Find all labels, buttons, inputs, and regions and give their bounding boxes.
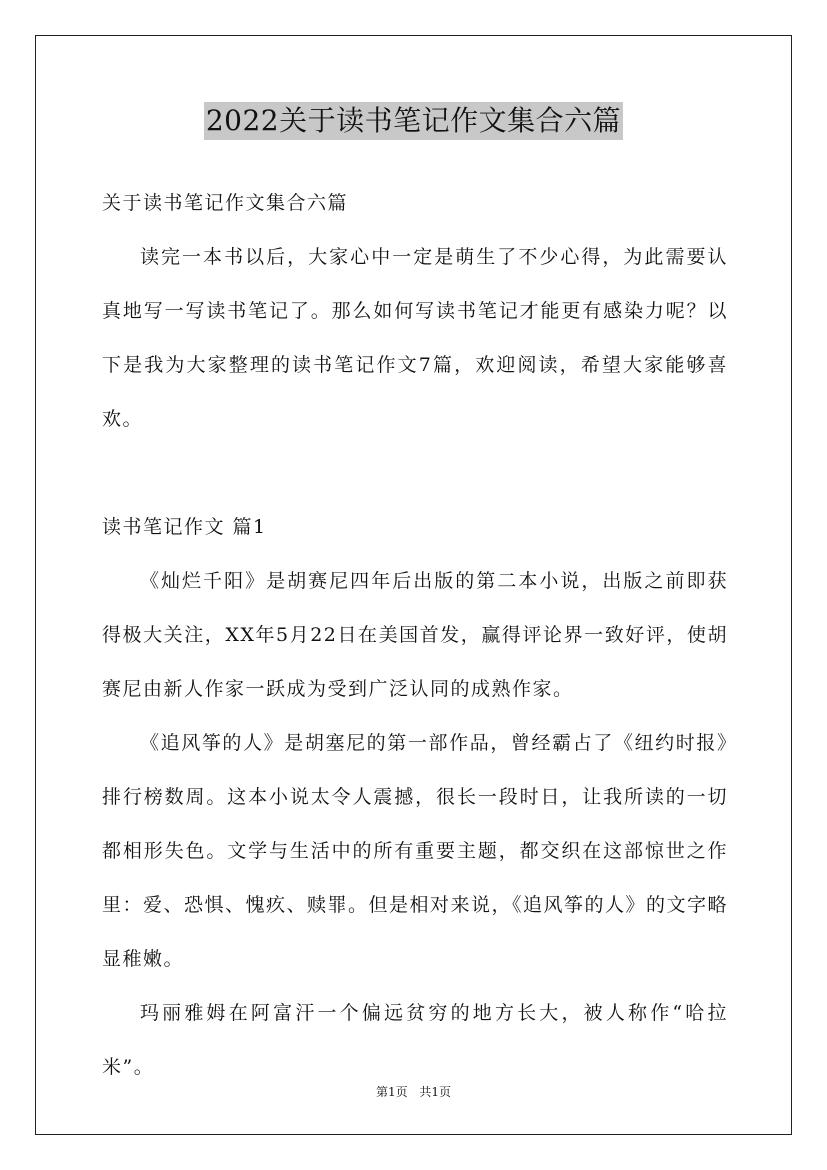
section-heading: 读书笔记作文 篇1 — [102, 516, 267, 538]
body-paragraph: 《灿烂千阳》是胡赛尼四年后出版的第二本小说，出版之前即获得极大关注，XX年5月22日在美国首发，赢得评论界一致好评，使胡赛尼由新人作家一跃成为受到广泛认同的成熟作家。 — [102, 570, 728, 700]
body-paragraph: 玛丽雅姆在阿富汗一个偏远贫穷的地方长大，被人称作“哈拉米”。 — [102, 1002, 728, 1078]
body-paragraph: 《追风筝的人》是胡塞尼的第一部作品，曾经霸占了《纽约时报》排行榜数周。这本小说太令人震撼，很长一段时日，让我所读的一切都相形失色。文学与生活中的所有重要主题，都交织在这部惊世之作里：爱、恐惧、愧疚、赎罪。但是相对来说，《追风筝的人》的文字略显稚嫩。 — [102, 732, 729, 970]
document-body — [102, 176, 728, 1094]
intro-paragraph: 读完一本书以后，大家心中一定是萌生了不少心得，为此需要认真地写一写读书笔记了。那么如何写读书笔记才能更有感染力呢？以下是我为大家整理的读书笔记作文7篇，欢迎阅读，希望大家能够喜欢。 — [102, 246, 728, 430]
page-total: 共1页 — [419, 1085, 452, 1099]
title-container — [0, 102, 827, 140]
document-subtitle: 关于读书笔记作文集合六篇 — [102, 192, 349, 214]
blank-line — [102, 446, 728, 500]
page-footer — [0, 1084, 827, 1100]
page-number: 第1页 — [375, 1085, 408, 1099]
document-title: 2022关于读书笔记作文集合六篇 — [204, 102, 623, 140]
